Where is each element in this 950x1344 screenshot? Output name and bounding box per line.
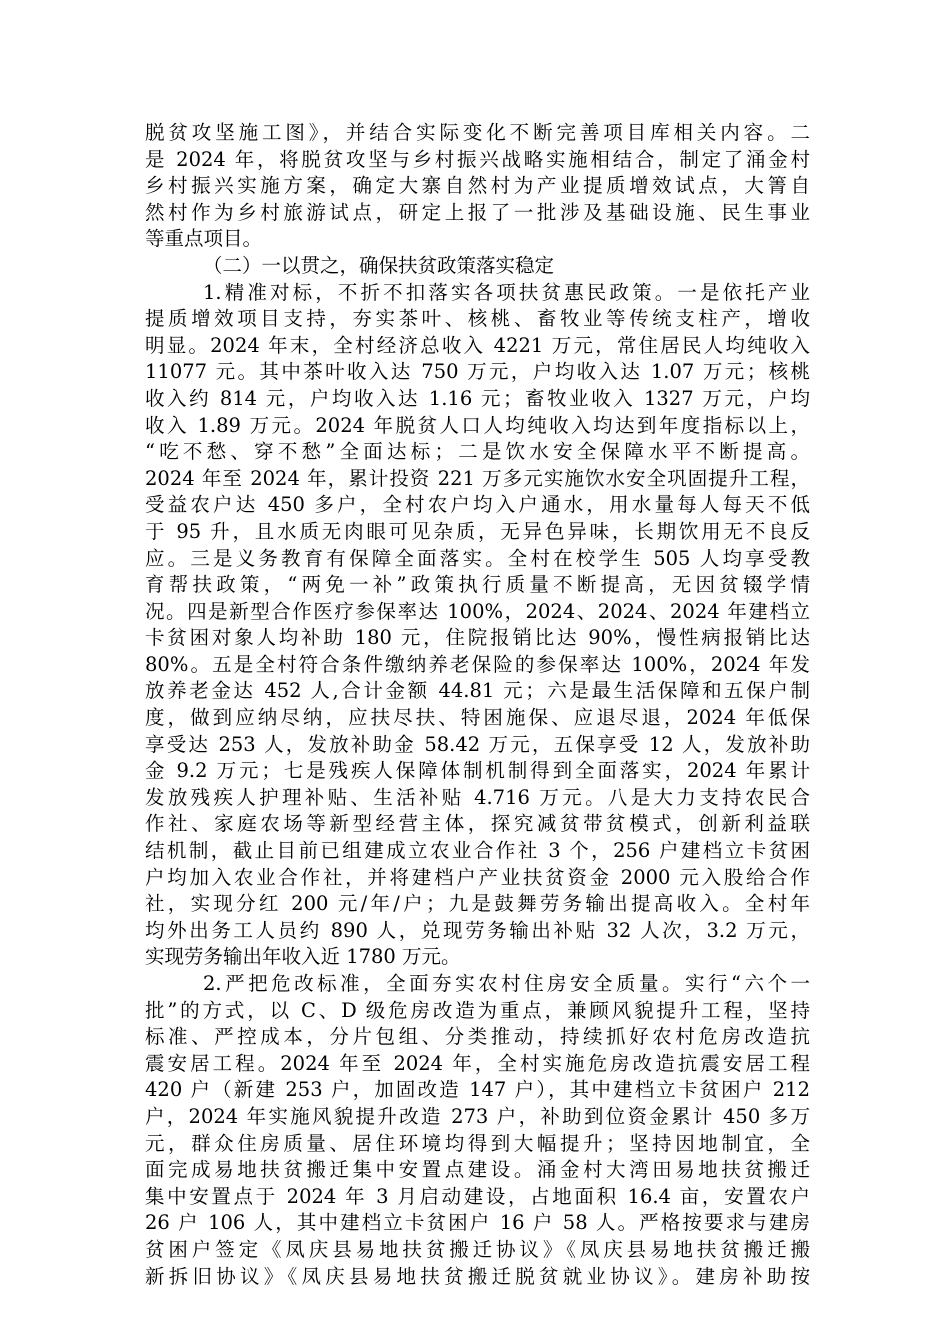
- text-line: 批”的方式，以 C、D 级危房改造为重点，兼顾风貌提升工程，坚持: [145, 998, 810, 1022]
- text-line: “吃不愁、穿不愁”全面达标；二是饮水安全保障水平不断提高。: [145, 440, 810, 464]
- text-line: 况。四是新型合作医疗参保率达 100%，2024、2024、2024 年建档立: [145, 599, 810, 623]
- text-line: 80%。五是全村符合条件缴纳养老保险的参保率达 100%，2024 年发: [145, 652, 810, 676]
- text-line: 户，2024 年实施风貌提升改造 273 户，补助到位资金累计 450 多万: [145, 1104, 810, 1128]
- text-line: 标准、严控成本，分片包组、分类推动，持续抓好农村危房改造抗: [145, 1025, 810, 1049]
- text-line: 震安居工程。2024 年至 2024 年，全村实施危房改造抗震安居工程: [145, 1051, 810, 1075]
- text-line: 元，群众住房质量、居住环境均得到大幅提升；坚持因地制宜，全: [145, 1131, 810, 1155]
- text-line: 卡贫困对象人均补助 180 元，住院报销比达 90%，慢性病报销比达: [145, 626, 810, 650]
- text-line: 均外出务工人员约 890 人，兑现劳务输出补贴 32 人次，3.2 万元，: [145, 918, 810, 942]
- text-line: 420 户（新建 253 户，加固改造 147 户），其中建档立卡贫困户 212: [145, 1078, 810, 1102]
- text-line: 收入约 814 元，户均收入达 1.16 元；畜牧业收入 1327 万元，户均: [145, 386, 810, 410]
- text-line: 实现劳务输出年收入近 1780 万元。: [145, 945, 461, 969]
- text-line: 提质增效项目支持，夯实茶叶、核桃、畜牧业等传统支柱产，增收: [145, 307, 810, 331]
- text-line: 等重点项目。: [145, 227, 263, 251]
- text-line: 然村作为乡村旅游试点，研定上报了一批涉及基础设施、民生事业: [145, 200, 810, 224]
- text-line: 于 95 升，且水质无肉眼可见杂质，无异色异味，长期饮用无不良反: [145, 519, 810, 543]
- text-line: 作社、家庭农场等新型经营主体，探究减贫带贫模式，创新利益联: [145, 812, 810, 836]
- text-line: 应。三是义务教育有保障全面落实。全村在校学生 505 人均享受教: [145, 546, 810, 570]
- text-line: 度，做到应纳尽纳，应扶尽扶、特困施保、应退尽退，2024 年低保: [145, 706, 810, 730]
- text-line: 结机制，截止目前已组建成立农业合作社 3 个，256 户建档立卡贫困: [145, 839, 810, 863]
- text-line: 发放残疾人护理补贴、生活补贴 4.716 万元。八是大力支持农民合: [145, 785, 810, 809]
- text-line: 户均加入农业合作社，并将建档户产业扶贫资金 2000 元入股给合作: [145, 865, 810, 889]
- text-line: 社，实现分红 200 元/年/户；九是鼓舞劳务输出提高收入。全村年: [145, 892, 810, 916]
- text-line: （二）一以贯之，确保扶贫政策落实稳定: [203, 253, 555, 277]
- text-line: 集中安置点于 2024 年 3 月启动建设，占地面积 16.4 亩，安置农户: [145, 1184, 810, 1208]
- text-line: 26 户 106 人，其中建档立卡贫困户 16 户 58 人。严格按要求与建房: [145, 1211, 810, 1235]
- text-line: 明显。2024 年末，全村经济总收入 4221 万元，常住居民人均纯收入: [145, 333, 810, 357]
- text-line: 育帮扶政策，“两免一补”政策执行质量不断提高，无因贫辍学情: [145, 573, 810, 597]
- text-line: 2.严把危改标准，全面夯实农村住房安全质量。实行“六个一: [203, 972, 810, 995]
- text-line: 放养老金达 452 人,合计金额 44.81 元；六是最生活保障和五保户制: [145, 679, 810, 703]
- text-line: 金 9.2 万元；七是残疾人保障体制机制得到全面落实，2024 年累计: [145, 759, 810, 783]
- text-line: 2024 年至 2024 年，累计投资 221 万多元实施饮水安全巩固提升工程，: [145, 466, 810, 490]
- text-line: 贫困户签定《凤庆县易地扶贫搬迁协议》《凤庆县易地扶贫搬迁搬: [145, 1237, 810, 1261]
- text-line: 1.精准对标，不折不扣落实各项扶贫惠民政策。一是依托产业: [203, 280, 810, 304]
- text-line: 新拆旧协议》《凤庆县易地扶贫搬迁脱贫就业协议》。建房补助按: [145, 1264, 810, 1288]
- text-line: 收入 1.89 万元。2024 年脱贫人口人均纯收入均达到年度指标以上，: [145, 413, 810, 437]
- text-line: 是 2024 年，将脱贫攻坚与乡村振兴战略实施相结合，制定了涌金村: [145, 147, 810, 171]
- text-line: 脱贫攻坚施工图》，并结合实际变化不断完善项目库相关内容。二: [145, 121, 810, 144]
- text-line: 11077 元。其中茶叶收入达 750 万元，户均收入达 1.07 万元；核桃: [145, 360, 810, 384]
- text-line: 受益农户达 450 多户，全村农户均入户通水，用水量每人每天不低: [145, 493, 810, 517]
- document-body: [145, 120, 810, 1290]
- text-line: 面完成易地扶贫搬迁集中安置点建设。涌金村大湾田易地扶贫搬迁: [145, 1158, 810, 1182]
- text-line: 享受达 253 人，发放补助金 58.42 万元，五保享受 12 人，发放补助: [145, 732, 810, 756]
- text-line: 乡村振兴实施方案，确定大寨自然村为产业提质增效试点，大箐自: [145, 174, 810, 198]
